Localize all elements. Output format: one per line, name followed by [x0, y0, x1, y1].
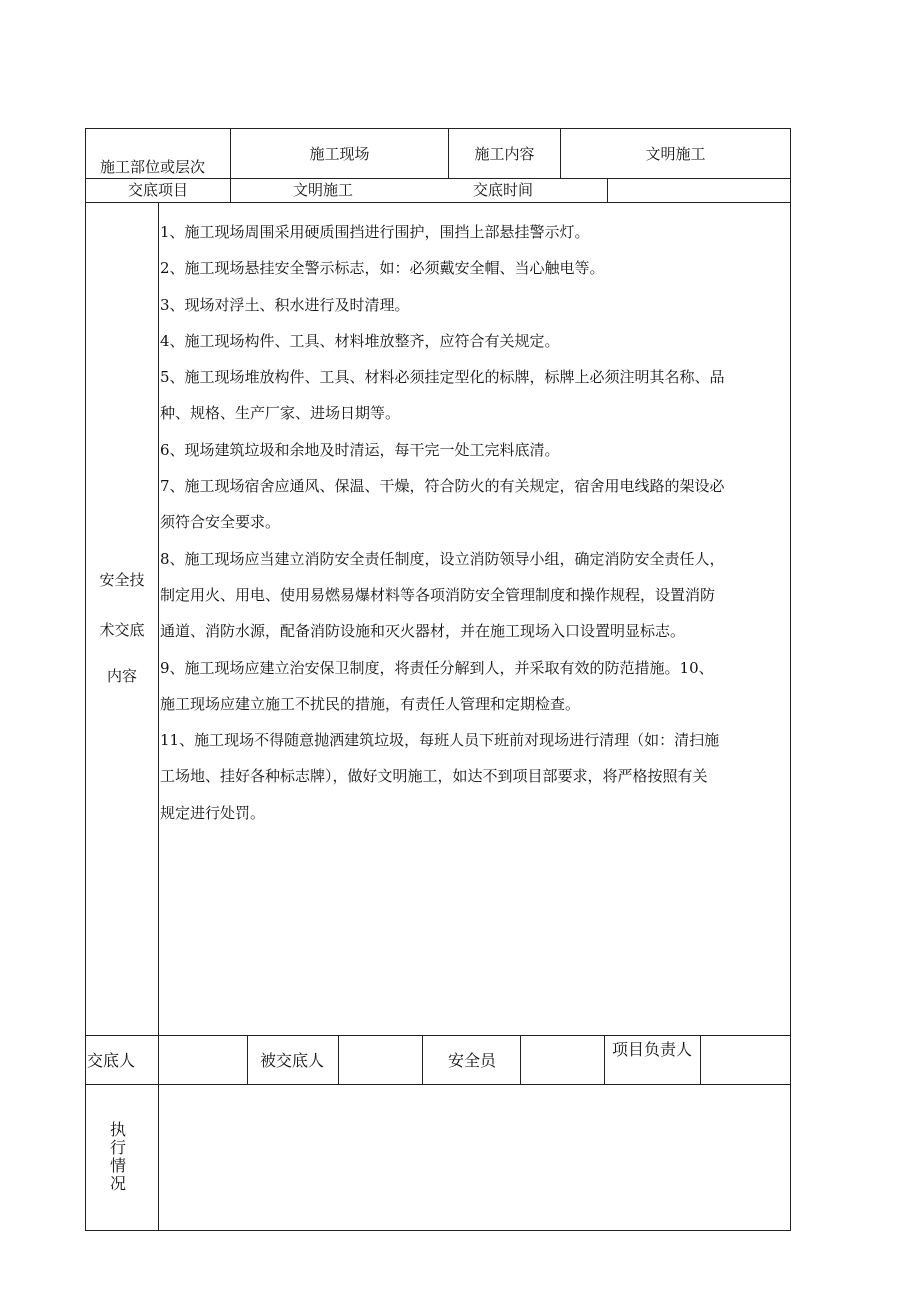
row-divider-1: [85, 178, 791, 179]
content-line: 7、施工现场宿舍应通风、保温、干燥，符合防火的有关规定，宿舍用电线路的架设必: [160, 477, 725, 496]
content-line: 1、施工现场周围采用硬质围挡进行围护，围挡上部悬挂警示灯。: [160, 223, 590, 241]
project-manager-label: 项目负责人: [612, 1040, 693, 1059]
table-border-bottom: [85, 1230, 791, 1231]
content-line: 须符合安全要求。: [160, 513, 281, 532]
construction-location-value: 施工现场: [309, 145, 370, 163]
content-label-divider: [158, 202, 159, 1035]
section-label-line-2: 术交底: [99, 621, 145, 639]
content-line: 规定进行处罚。: [160, 803, 266, 822]
section-label-line-1: 安全技: [99, 571, 145, 589]
construction-content-value: 文明施工: [645, 145, 706, 163]
content-line: 2、施工现场悬挂安全警示标志，如：必须戴安全帽、当心触电等。: [160, 259, 605, 278]
briefee-label: 被交底人: [260, 1051, 325, 1070]
content-line: 制定用火、用电、使用易燃易爆材料等各项消防安全管理制度和操作规程，设置消防: [160, 585, 716, 604]
table-border-top: [85, 128, 791, 129]
signature-divider-1: [158, 1035, 159, 1084]
row-divider-4: [85, 1084, 791, 1085]
signature-divider-7: [700, 1035, 701, 1084]
row-divider-3: [85, 1035, 791, 1036]
row-divider-2: [85, 202, 791, 203]
construction-content-label: 施工内容: [474, 145, 535, 163]
content-line: 工场地、挂好各种标志牌），做好文明施工，如达不到项目部要求，将严格按照有关: [160, 767, 708, 786]
header-divider-4: [607, 178, 608, 203]
content-line: 施工现场应建立施工不扰民的措施，有责任人管理和定期检查。: [160, 694, 581, 713]
briefing-content: [160, 214, 792, 831]
signature-divider-5: [520, 1035, 521, 1084]
header-divider-1: [230, 128, 231, 203]
signature-divider-4: [422, 1035, 423, 1084]
signature-divider-3: [338, 1035, 339, 1084]
content-line: 9、施工现场应建立治安保卫制度，将责任分解到人，并采取有效的防范措施。10、: [160, 658, 714, 677]
briefing-item-label: 交底项目: [127, 181, 188, 199]
content-line: 8、施工现场应当建立消防安全责任制度，设立消防领导小组，确定消防安全责任人，: [160, 549, 725, 568]
briefing-item-value: 文明施工: [293, 181, 354, 199]
signature-divider-2: [247, 1035, 248, 1084]
execution-label: 执行情况: [109, 1120, 126, 1193]
construction-location-label: 施工部位或层次: [100, 158, 206, 176]
content-line: 6、现场建筑垃圾和余地及时清运，每干完一处工完料底清。: [160, 440, 560, 459]
execution-label-divider: [158, 1084, 159, 1231]
content-line: 3、现场对浮土、积水进行及时清理。: [160, 295, 410, 314]
content-line: 种、规格、生产厂家、进场日期等。: [160, 404, 401, 423]
section-label-line-3: 内容: [106, 667, 137, 685]
briefer-label: 交底人: [87, 1051, 136, 1070]
content-line: 4、施工现场构件、工具、材料堆放整齐，应符合有关规定。: [160, 331, 560, 350]
safety-officer-label: 安全员: [448, 1051, 497, 1070]
content-line: 5、施工现场堆放构件、工具、材料必须挂定型化的标牌，标牌上必须注明其名称、品: [160, 368, 725, 387]
content-line: 通道、消防水源，配备消防设施和灭火器材，并在施工现场入口设置明显标志。: [160, 622, 686, 641]
content-line: 11、施工现场不得随意抛洒建筑垃圾，每班人员下班前对现场进行清理（如：清扫施: [160, 731, 720, 750]
briefing-time-label: 交底时间: [473, 181, 534, 199]
signature-divider-6: [604, 1035, 605, 1084]
